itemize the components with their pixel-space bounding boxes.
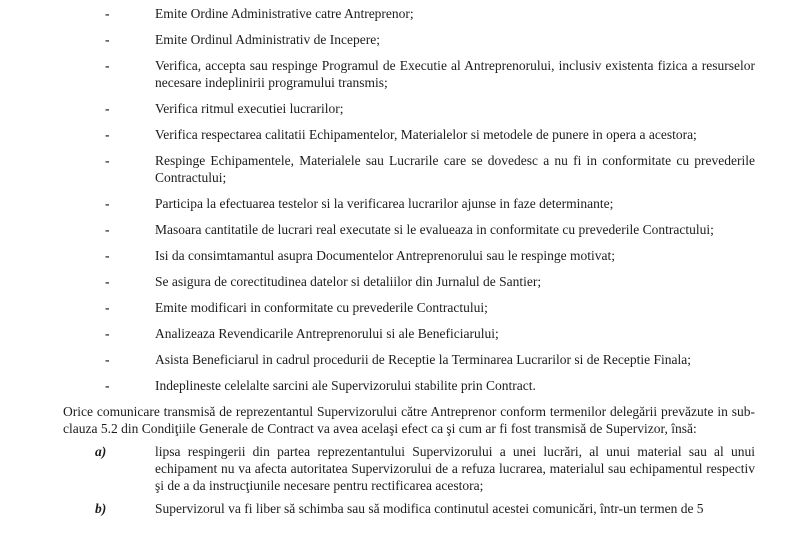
bullet-item-text: Verifica respectarea calitatii Echipamentelor, Materialelor si metodele de punere in opera a acestora; bbox=[155, 127, 697, 142]
item-a-label: a) bbox=[95, 444, 107, 459]
lettered-item-a bbox=[63, 443, 755, 494]
bullet-item-text: Participa la efectuarea testelor si la verificarea lucrarilor ajunse in faze determinante; bbox=[155, 196, 614, 211]
bullet-item-text: Respinge Echipamentele, Materialele sau Lucrarile care se dovedesc a nu fi in conformitate cu prevederile Contractului; bbox=[155, 153, 755, 185]
bullet-item bbox=[63, 221, 755, 238]
bullet-dash: - bbox=[105, 32, 110, 47]
bullet-dash: - bbox=[105, 300, 110, 315]
bullet-item-text: Emite Ordine Administrative catre Antreprenor; bbox=[155, 6, 414, 21]
bullet-dash: - bbox=[105, 58, 110, 73]
bullet-item bbox=[63, 57, 755, 91]
bullet-dash: - bbox=[105, 378, 110, 393]
bullet-item-text: Emite Ordinul Administrativ de Incepere; bbox=[155, 32, 380, 47]
bullet-item bbox=[63, 247, 755, 264]
bullet-item-text: Emite modificari in conformitate cu prevederile Contractului; bbox=[155, 300, 488, 315]
bullet-item-text: Verifica, accepta sau respinge Programul de Executie al Antreprenorului, inclusiv existenta fizica a resurselor necesare indeplinirii programului transmis; bbox=[155, 58, 755, 90]
bullet-item bbox=[63, 126, 755, 143]
bullet-dash: - bbox=[105, 6, 110, 21]
bullet-item-text: Verifica ritmul executiei lucrarilor; bbox=[155, 101, 344, 116]
bullet-dash: - bbox=[105, 196, 110, 211]
bullet-dash: - bbox=[105, 101, 110, 116]
lettered-item-b bbox=[63, 500, 755, 517]
bullet-item bbox=[63, 299, 755, 316]
bullet-item bbox=[63, 100, 755, 117]
bullet-dash: - bbox=[105, 248, 110, 263]
bullet-dash: - bbox=[105, 153, 110, 168]
bullet-item-text: Indeplineste celelalte sarcini ale Supervizorului stabilite prin Contract. bbox=[155, 378, 536, 393]
bullet-dash: - bbox=[105, 222, 110, 237]
item-b-text: Supervizorul va fi liber să schimba sau să modifica continutul acestei comunicări, într-un termen de 5 bbox=[155, 501, 704, 516]
bullet-item-text: Isi da consimtamantul asupra Documentelor Antreprenorului sau le respinge motivat; bbox=[155, 248, 616, 263]
bullet-item-text: Asista Beneficiarul in cadrul procedurii de Receptie la Terminarea Lucrarilor si de Receptie Finala; bbox=[155, 352, 691, 367]
item-b-label: b) bbox=[95, 501, 107, 516]
item-a-text: lipsa respingerii din partea reprezentantului Supervizorului a unei lucrări, al unui material sau al unui echipament nu va afecta autoritatea Supervizorului de a refuza lucrarea, materialul sau echipamentul respectiv şi de a da instrucţiunile necesare pentru rectificarea acestora; bbox=[155, 444, 755, 493]
bullet-list bbox=[63, 5, 755, 394]
bullet-item-text: Se asigura de corectitudinea datelor si detaliilor din Jurnalul de Santier; bbox=[155, 274, 542, 289]
bullet-item bbox=[63, 325, 755, 342]
bullet-item bbox=[63, 5, 755, 22]
bullet-item bbox=[63, 152, 755, 186]
bullet-item bbox=[63, 377, 755, 394]
bullet-item bbox=[63, 273, 755, 290]
bullet-item bbox=[63, 31, 755, 48]
bullet-item-text: Masoara cantitatile de lucrari real executate si le evalueaza in conformitate cu prevederile Contractului; bbox=[155, 222, 714, 237]
bullet-dash: - bbox=[105, 274, 110, 289]
bullet-dash: - bbox=[105, 326, 110, 341]
body-paragraph: Orice comunicare transmisă de reprezentantul Supervizorului către Antreprenor conform termenilor delegării prevăzute in sub-clauza 5.2 din Condiţiile Generale de Contract va avea acelaşi efect ca şi cum ar fi fost transmisă de Supervizor, însă: bbox=[63, 404, 755, 436]
bullet-dash: - bbox=[105, 127, 110, 142]
bullet-item bbox=[63, 351, 755, 368]
bullet-item bbox=[63, 195, 755, 212]
bullet-dash: - bbox=[105, 352, 110, 367]
bullet-item-text: Analizeaza Revendicarile Antreprenorului si ale Beneficiarului; bbox=[155, 326, 499, 341]
